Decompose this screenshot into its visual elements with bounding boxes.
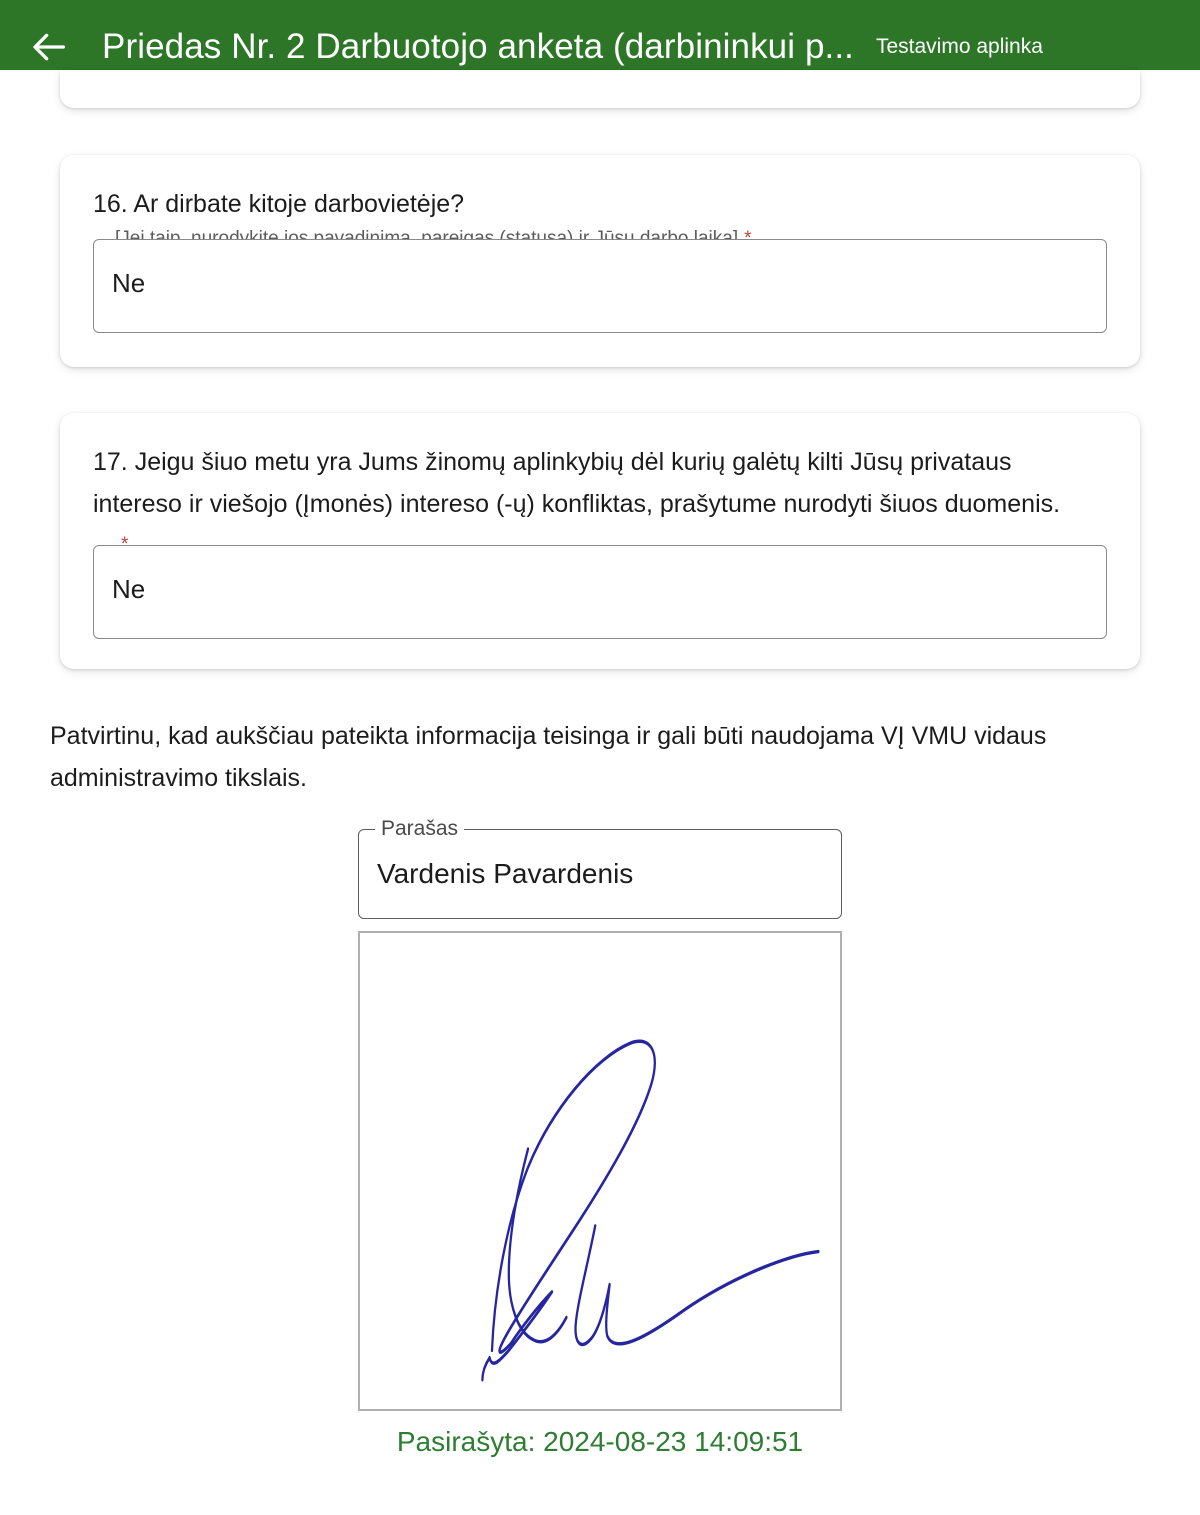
question-17-input-box[interactable] <box>93 545 1107 639</box>
back-button[interactable] <box>22 19 78 75</box>
question-card-16 <box>60 155 1140 367</box>
question-17-value: Ne <box>112 574 146 604</box>
question-17-body <box>60 413 1140 669</box>
confirmation-statement: Patvirtinu, kad aukščiau pateikta informacija teisinga ir gali būti naudojama VĮ VMU vidaus administravimo tikslais. <box>50 722 1047 792</box>
question-17-field[interactable] <box>93 545 1107 639</box>
question-16-title: 16. Ar dirbate kitoje darbovietėje? <box>93 190 465 218</box>
question-16-input-box[interactable] <box>93 239 1107 333</box>
page-title: Priedas Nr. 2 Darbuotojo anketa (darbininkui p... <box>102 27 854 66</box>
signature-name-field[interactable] <box>358 817 842 919</box>
signature-date: Pasirašyta: 2024-08-23 14:09:51 <box>396 1426 804 1457</box>
question-16-body <box>60 155 1140 367</box>
question-16-value: Ne <box>112 268 146 298</box>
form-scroll-area[interactable] <box>0 70 1200 1491</box>
handwritten-signature-icon <box>360 933 840 1409</box>
previous-question-card-partial <box>60 70 1140 108</box>
signature-name-value: Vardenis Pavardenis <box>377 858 634 889</box>
arrow-left-icon <box>30 27 70 67</box>
environment-badge: Testavimo aplinka <box>875 35 1043 58</box>
question-card-17 <box>60 413 1140 669</box>
signature-canvas[interactable] <box>358 931 842 1411</box>
signature-legend: Parašas <box>375 817 464 841</box>
question-17-title: 17. Jeigu šiuo metu yra Jums žinomų aplinkybių dėl kurių galėtų kilti Jūsų privataus intereso ir viešojo (Įmonės) intereso (-ų) konfliktas, prašytume nurodyti šiuos duomenis. <box>93 448 1061 518</box>
signature-block <box>358 817 842 1459</box>
question-16-field[interactable] <box>93 239 1107 333</box>
